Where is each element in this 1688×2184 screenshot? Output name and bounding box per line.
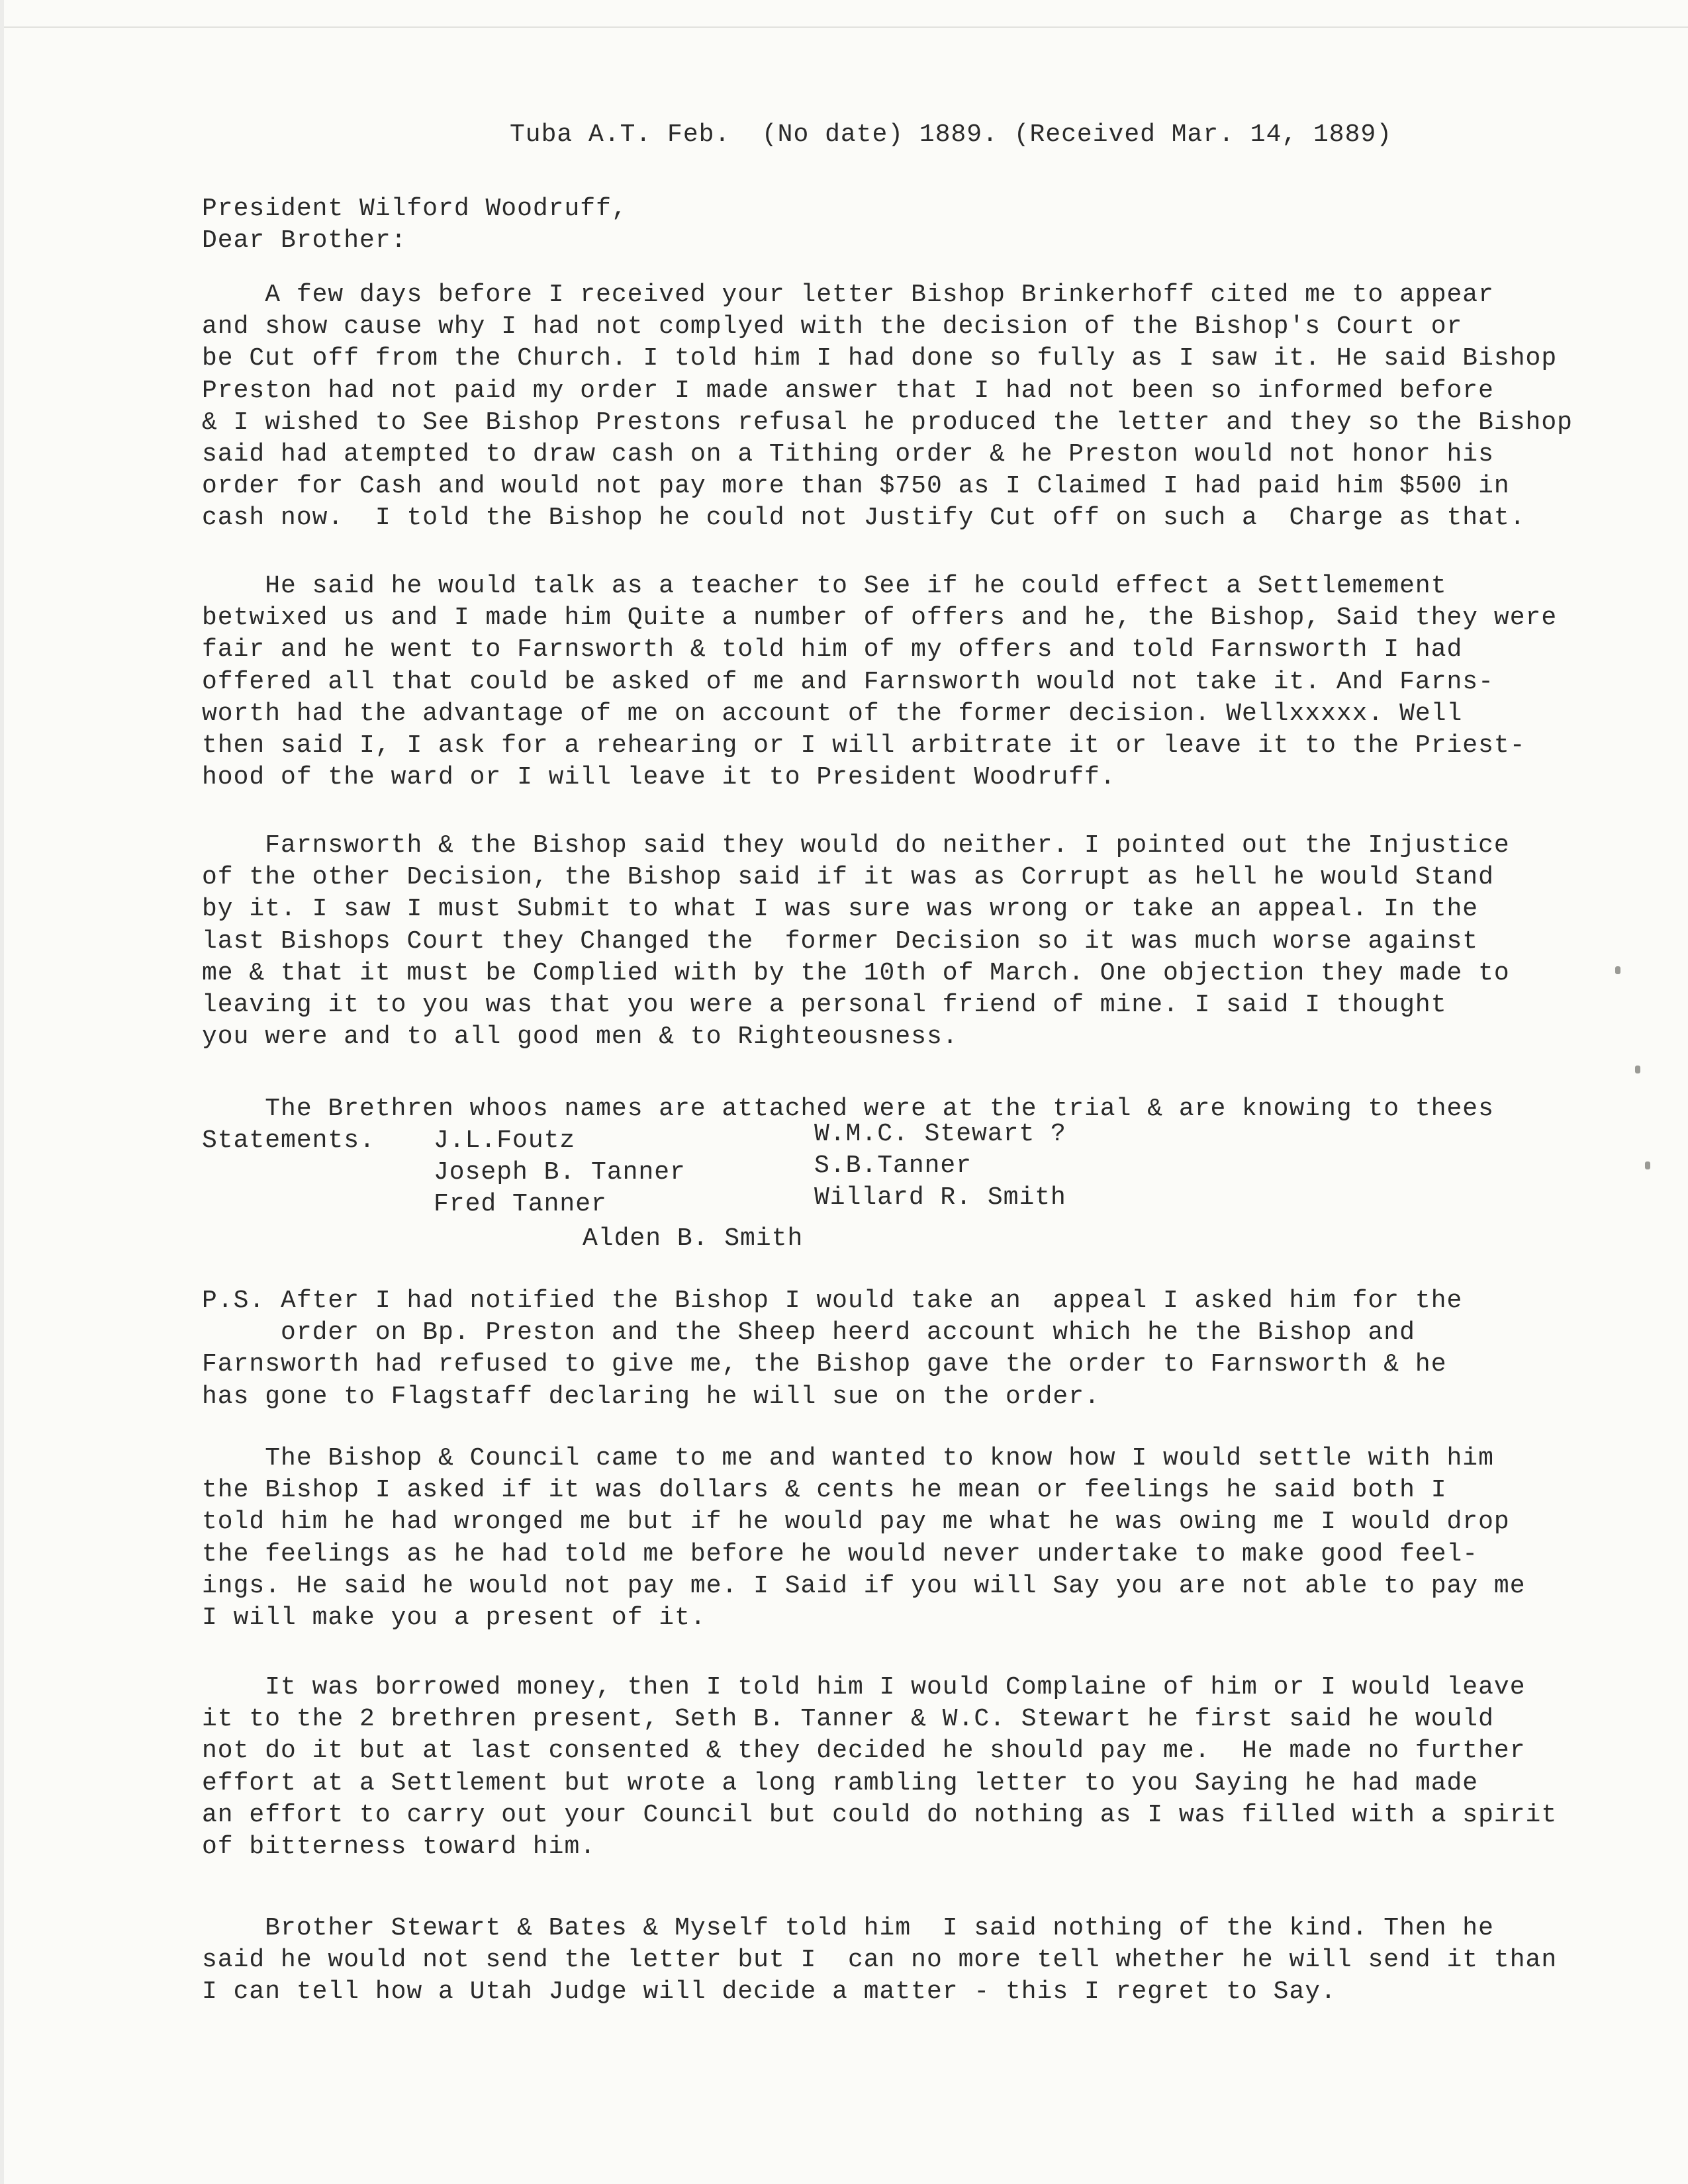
letter-heading: Tuba A.T. Feb. (No date) 1889. (Received Mar. 14, 1889) [510,120,1393,149]
margin-speck [1635,1066,1640,1073]
margin-speck [1615,966,1620,974]
recipient-line: President Wilford Woodruff, [202,195,628,223]
paragraph-6: The Bishop & Council came to me and wanted to know how I would settle with him the Bishop I asked if it was dollars & cents he mean or feelings he said both I told him he had wronged me but if he would pay me what he was owing me I would drop the feelings as he had told me before he would never undertake to make good feel- ings. He said he would not pay me. I Said if you will Say you are not able to pay me I will make you a present of it. [202,1444,1526,1633]
greeting-line: Dear Brother: [202,226,407,255]
margin-speck [1645,1161,1650,1169]
paragraph-8: Brother Stewart & Bates & Myself told him I said nothing of the kind. Then he said he would not send the letter but I can no more tell whether he will send it than I can tell how a Utah Judge will decide a matter - this I regret to Say. [202,1914,1558,2007]
paragraph-1: A few days before I received your letter Bishop Brinkerhoff cited me to appear and show cause why I had not complyed with the decision of the Bishop's Court or be Cut off from the Church. I told him I had done so fully as I saw it. He said Bishop Preston had not paid my order I made answer that I had not been so informed before & I wished to See Bishop Prestons refusal he produced the letter and they so the Bishop said had atempted to draw cash on a Tithing order & he Preston would not honor his order for Cash and would not pay more than $750 as I Claimed I had paid him $500 in cash now. I told the Bishop he could not Justify Cut off on such a Charge as that. [202,281,1573,533]
paragraph-3: Farnsworth & the Bishop said they would do neither. I pointed out the Injustice of the other Decision, the Bishop said if it was as Corrupt as hell he would Stand by it. I saw I must Submit to what I was sure was wrong or take an appeal. In the last Bishops Court they Changed the former Decision so it was much worse against me & that it must be Complied with by the 10th of March. One objection they made to leaving it to you was that you were a personal friend of mine. I said I thought you were and to all good men & to Righteousness. [202,831,1510,1052]
postscript: P.S. After I had notified the Bishop I would take an appeal I asked him for the order on Bp. Preston and the Sheep heerd account which he the Bishop and Farnsworth had refused to give me, the Bishop gave the order to Farnsworth & he has gone to Flagstaff declaring he will sue on the order. [202,1287,1463,1411]
paragraph-4: The Brethren whoos names are attached were at the trial & are knowing to thees Statements. [202,1095,1494,1156]
scan-edge-top [0,26,1688,28]
signatures-left-column: J.L.Foutz Joseph B. Tanner Fred Tanner [434,1126,686,1218]
paragraph-2: He said he would talk as a teacher to See if he could effect a Settlemement betwixed us and I made him Quite a number of offers and he, the Bishop, Said they were fair and he went to Farnsworth & told him of my offers and told Farnsworth I had offered all that could be asked of me and Farnsworth would not take it. And Farns- worth had the advantage of me on account of the former decision. Wellxxxxx. Well then said I, I ask for a rehearing or I will arbitrate it or leave it to the Priest- hood of the ward or I will leave it to President Woodruff. [202,572,1558,792]
signature-bottom: Alden B. Smith [583,1224,804,1253]
paragraph-7: It was borrowed money, then I told him I would Complaine of him or I would leave it to the 2 brethren present, Seth B. Tanner & W.C. Stewart he first said he would not do it but at last consented & they decided he should pay me. He made no further effort at a Settlement but wrote a long rambling letter to you Saying he had made an effort to carry out your Council but could do nothing as I was filled with a spirit of bitterness toward him. [202,1673,1558,1862]
scan-edge-left [0,0,4,2184]
signatures-right-column: W.M.C. Stewart ? S.B.Tanner Willard R. Smith [814,1120,1066,1212]
